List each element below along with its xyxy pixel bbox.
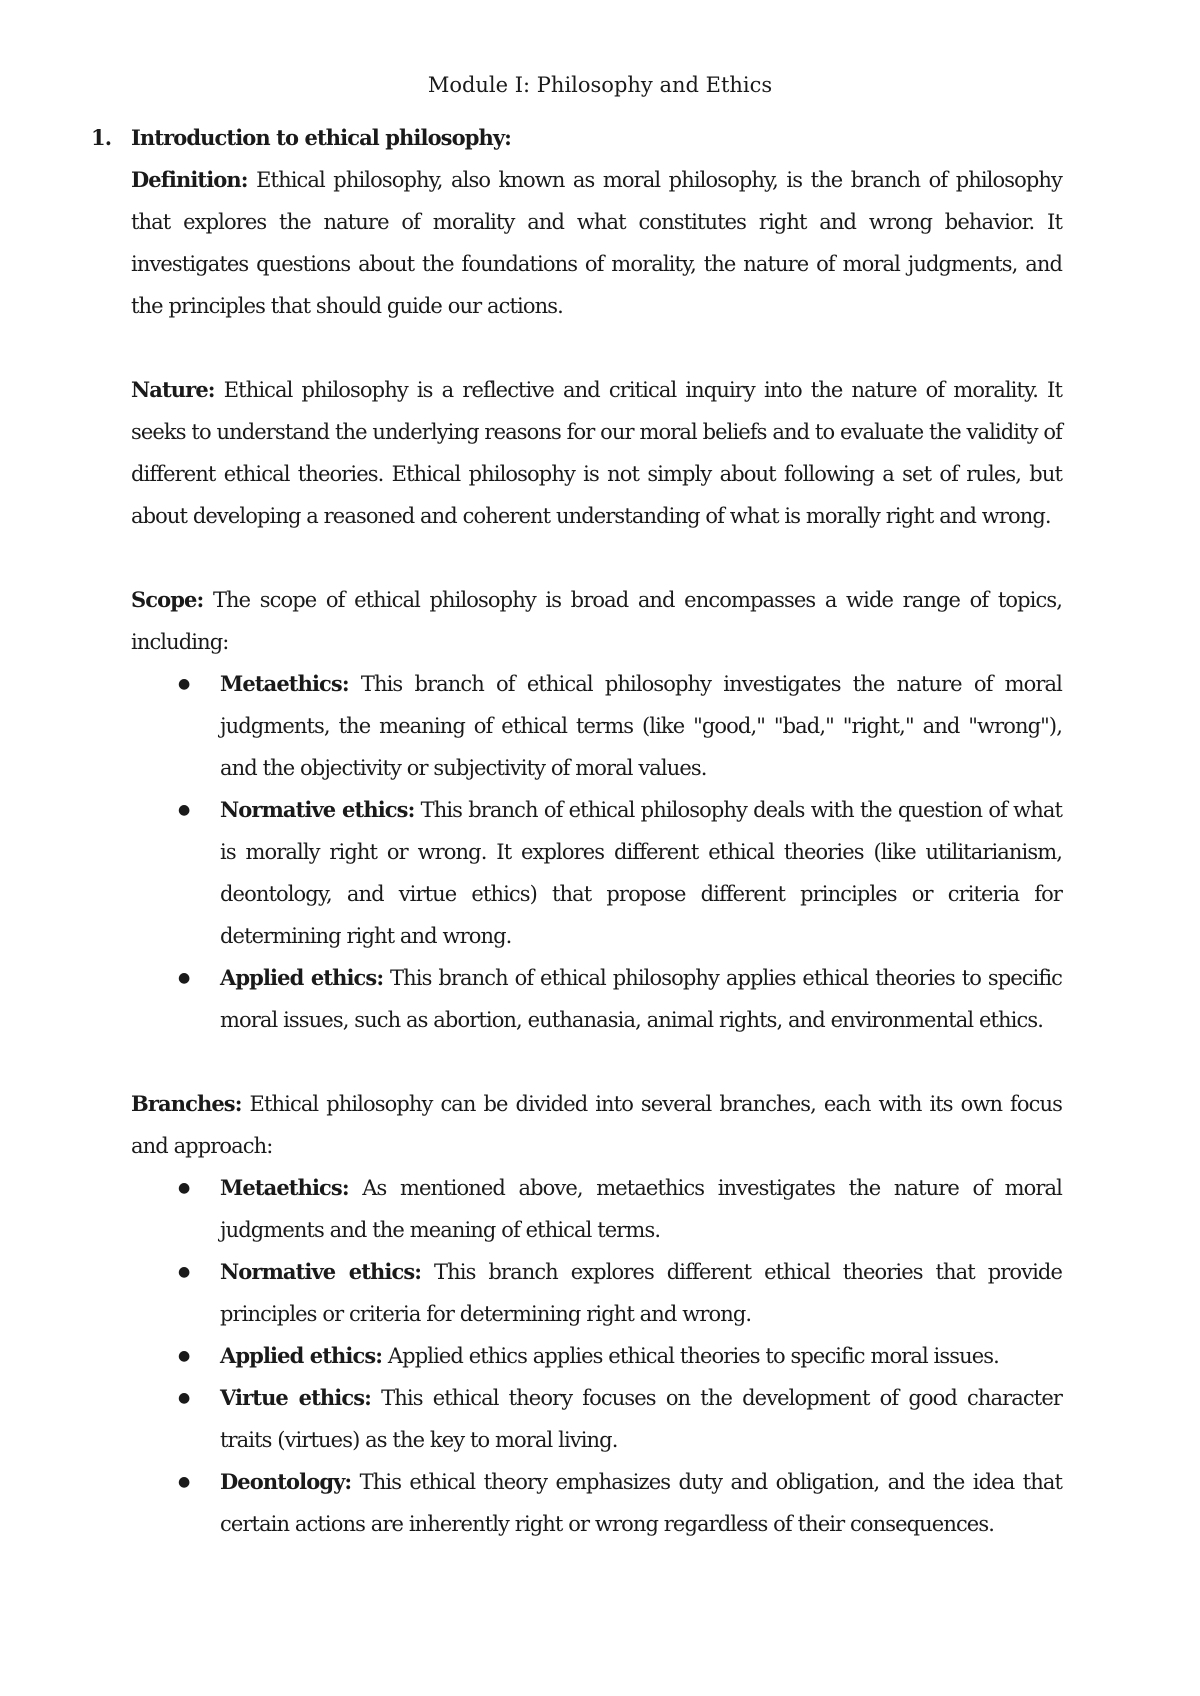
scope-list — [131, 663, 1062, 1041]
scope-term: Scope: — [131, 587, 204, 612]
branches-list-item-deontology — [178, 1461, 1062, 1545]
list-item-term: Normative ethics: — [220, 797, 415, 822]
branches-list-item-applied-ethics — [178, 1335, 1062, 1377]
branches-text: Ethical philosophy can be divided into several branches, each with its own focus and approach: — [131, 1092, 1062, 1158]
nature-paragraph — [131, 369, 1062, 537]
branches-list-item-virtue-ethics — [178, 1377, 1062, 1461]
section-heading — [91, 117, 1062, 159]
list-item-term: Applied ethics: — [220, 1343, 383, 1368]
bullet-icon: ● — [178, 802, 190, 818]
list-item-term: Deontology: — [220, 1469, 352, 1494]
bullet-icon: ● — [178, 676, 190, 692]
list-item-text: This branch of ethical philosophy deals with the question of what is morally right or wrong. It explores different ethical theories (like utilitarianism, deontology, and virtue ethics) that propose different principles or criteria for determining right and wrong. — [220, 798, 1063, 948]
bullet-icon: ● — [178, 1348, 190, 1364]
nature-term: Nature: — [131, 377, 215, 402]
bullet-icon: ● — [178, 1180, 190, 1196]
list-item-term: Metaethics: — [220, 1175, 349, 1200]
page-title: Module I: Philosophy and Ethics — [427, 73, 773, 97]
list-item-text: Applied ethics applies ethical theories to specific moral issues. — [382, 1344, 999, 1368]
bullet-icon: ● — [178, 1474, 190, 1490]
list-item-text: This branch of ethical philosophy applies ethical theories to specific moral issues, such as abortion, euthanasia, animal rights, and environmental ethics. — [220, 966, 1063, 1032]
nature-text: Ethical philosophy is a reflective and critical inquiry into the nature of morality. It seeks to understand the underlying reasons for our moral beliefs and to evaluate the validity of different ethical theories. Ethical philosophy is not simply about following a set of rules, but about developing a reasoned and coherent understanding of what is morally right and wrong. — [131, 378, 1062, 528]
paragraph-spacer — [131, 327, 1062, 369]
bullet-icon: ● — [178, 1264, 190, 1280]
list-item-text: This ethical theory focuses on the development of good character traits (virtues) as the key to moral living. — [220, 1386, 1062, 1452]
list-item-term: Virtue ethics: — [220, 1385, 372, 1410]
paragraph-spacer — [131, 1041, 1062, 1083]
branches-paragraph — [131, 1083, 1062, 1167]
branches-term: Branches: — [131, 1091, 242, 1116]
scope-text: The scope of ethical philosophy is broad and encompasses a wide range of topics, including: — [131, 588, 1062, 654]
definition-term: Definition: — [131, 167, 248, 192]
scope-paragraph — [131, 579, 1062, 663]
list-item-text: This branch explores different ethical theories that provide principles or criteria for determining right and wrong. — [220, 1260, 1063, 1326]
definition-paragraph — [131, 159, 1062, 327]
bullet-icon: ● — [178, 970, 190, 986]
list-item-text: This branch of ethical philosophy investigates the nature of moral judgments, the meaning of ethical terms (like "good," "bad," "right," and "wrong"), and the objectivity or subjectivity of moral values. — [220, 672, 1062, 780]
section-number: 1. — [91, 125, 112, 150]
branches-list-item-normative-ethics — [178, 1251, 1063, 1335]
list-item-term: Metaethics: — [220, 671, 349, 696]
bullet-icon: ● — [178, 1390, 190, 1406]
definition-text: Ethical philosophy, also known as moral philosophy, is the branch of philosophy that explores the nature of morality and what constitutes right and wrong behavior. It investigates questions about the foundations of morality, the nature of moral judgments, and the principles that should guide our actions. — [131, 168, 1062, 318]
scope-list-item-normative-ethics — [178, 789, 1063, 957]
list-item-term: Normative ethics: — [220, 1259, 422, 1284]
section-heading-text: Introduction to ethical philosophy: — [131, 125, 512, 150]
scope-list-item-metaethics — [178, 663, 1062, 789]
paragraph-spacer — [131, 537, 1062, 579]
branches-list — [131, 1167, 1062, 1545]
document-body — [91, 117, 1063, 1545]
list-item-text: This ethical theory emphasizes duty and obligation, and the idea that certain actions are inherently right or wrong regardless of their consequences. — [220, 1470, 1062, 1536]
scope-list-item-applied-ethics — [178, 957, 1063, 1041]
branches-list-item-metaethics — [178, 1167, 1062, 1251]
list-item-term: Applied ethics: — [220, 965, 384, 990]
list-item-text: As mentioned above, metaethics investigates the nature of moral judgments and the meaning of ethical terms. — [220, 1176, 1062, 1242]
